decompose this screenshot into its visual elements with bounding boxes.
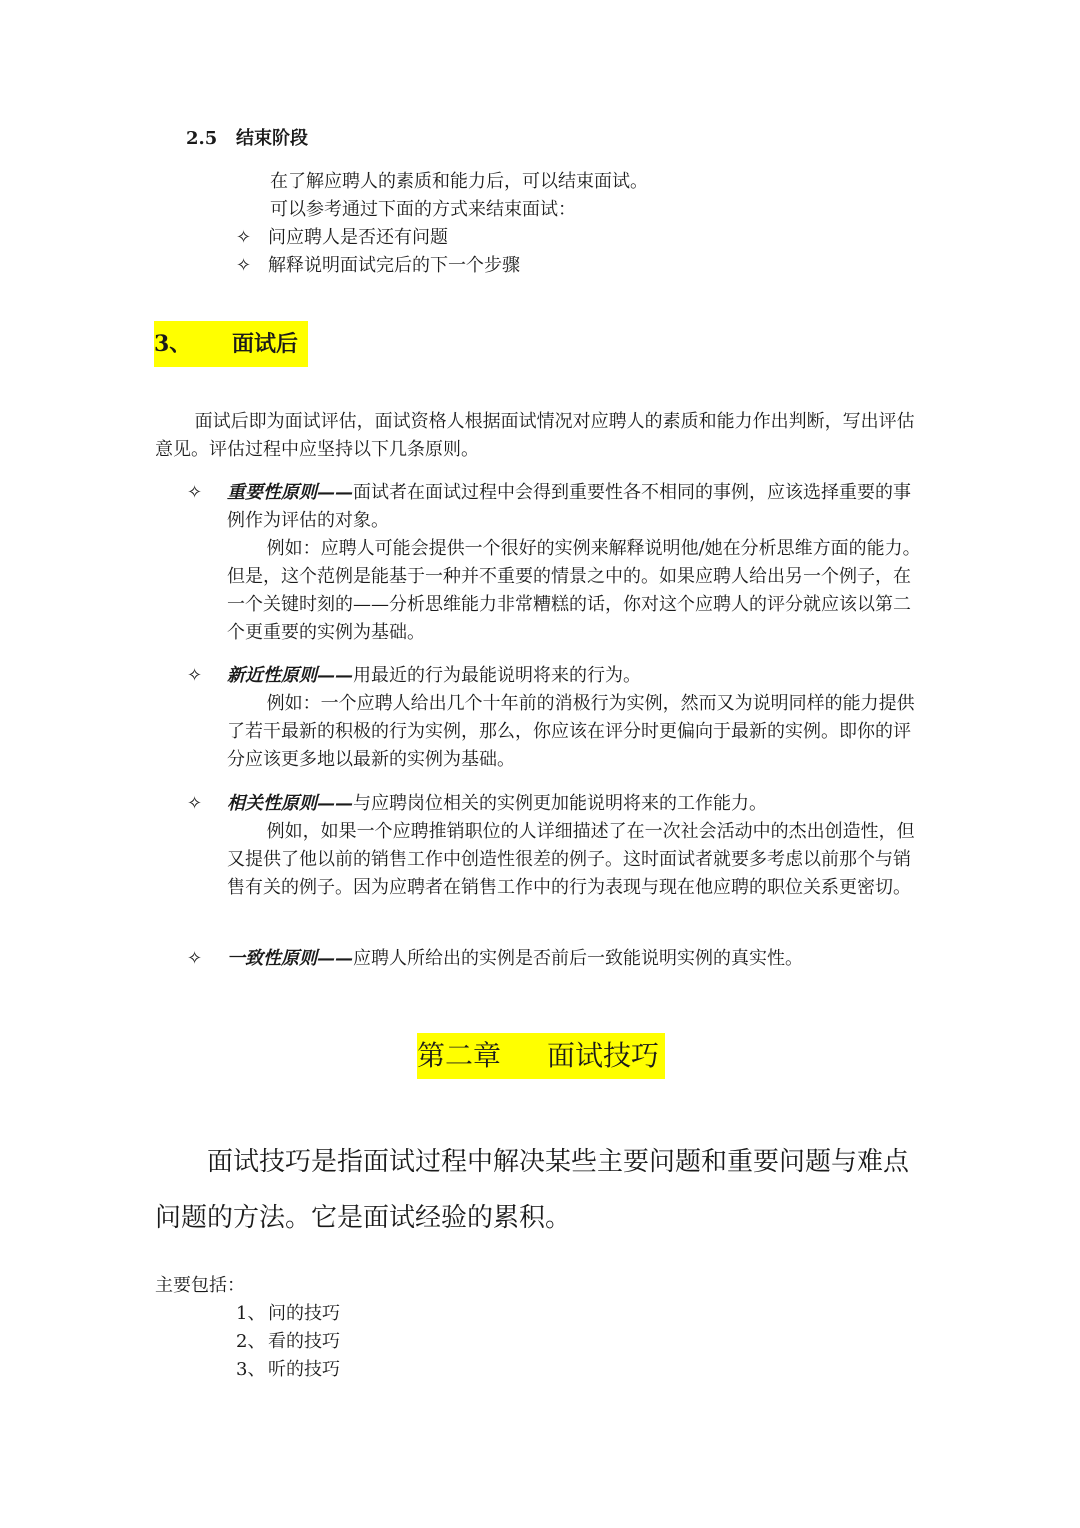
list-number: 2、	[236, 1331, 266, 1352]
intro-paragraph: 面试后即为面试评估，面试资格人根据面试情况对应聘人的素质和能力作出判断，写出评估意见。评估过程中应坚持以下几条原则。	[155, 411, 915, 460]
principle-term: 相关性原则——	[227, 793, 353, 814]
list-text: 听的技巧	[268, 1359, 340, 1380]
principle-consistency	[187, 945, 927, 973]
principle-text: 应聘人所给出的实例是否前后一致能说明实例的真实性。	[353, 948, 803, 969]
chapter-number: 第二章	[417, 1039, 502, 1072]
list-text: 问的技巧	[268, 1303, 340, 1324]
section-title: 结束阶段	[236, 128, 308, 149]
principle-relevance	[187, 790, 927, 902]
list-number: 3、	[236, 1359, 266, 1380]
section-line: 在了解应聘人的素质和能力后，可以结束面试。	[270, 171, 648, 192]
section-title: 面试后	[232, 331, 299, 357]
chapter-title: 面试技巧	[547, 1039, 660, 1072]
list-number: 1、	[236, 1303, 266, 1324]
section-3-intro	[155, 408, 925, 464]
bullet-item	[236, 224, 448, 252]
section-3-heading	[154, 321, 308, 367]
section-line: 可以参考通过下面的方式来结束面试：	[270, 199, 576, 220]
diamond-bullet-icon: ✧	[236, 227, 252, 248]
principle-term: 新近性原则——	[227, 665, 353, 686]
principle-text: 用最近的行为最能说明将来的行为。	[353, 665, 641, 686]
diamond-bullet-icon: ✧	[187, 665, 203, 686]
diamond-bullet-icon: ✧	[187, 482, 203, 503]
principle-example: 例如，如果一个应聘推销职位的人详细描述了在一次社会活动中的杰出创造性，但又提供了他以前的销售工作中创造性很差的例子。这时面试者就要多考虑以前那个与销售有关的例子。因为应聘者在销售工作中的行为表现与现在他应聘的职位关系更密切。	[227, 821, 915, 898]
section-number: 2.5	[186, 128, 218, 149]
principle-example: 例如：一个应聘人给出几个十年前的消极行为实例，然而又为说明同样的能力提供了若干最新的积极的行为实例，那么，你应该在评分时更偏向于最新的实例。即你的评分应该更多地以最新的实例为基础。	[227, 693, 915, 770]
list-item	[236, 1328, 340, 1356]
bullet-item	[236, 252, 520, 280]
bullet-text: 解释说明面试完后的下一个步骤	[268, 255, 520, 276]
principle-term: 一致性原则——	[227, 948, 353, 969]
intro-paragraph: 面试技巧是指面试过程中解决某些主要问题和重要问题与难点问题的方法。它是面试经验的累积。	[155, 1147, 910, 1233]
diamond-bullet-icon: ✧	[187, 948, 203, 969]
principle-recent	[187, 662, 927, 774]
diamond-bullet-icon: ✧	[187, 793, 203, 814]
diamond-bullet-icon: ✧	[236, 255, 252, 276]
chapter-2-intro	[155, 1134, 930, 1246]
section-number: 3、	[154, 331, 192, 357]
principle-important	[187, 479, 927, 647]
principle-text: 与应聘岗位相关的实例更加能说明将来的工作能力。	[353, 793, 767, 814]
principle-text: 面试者在面试过程中会得到重要性各不相同的事例，应该选择重要的事例作为评估的对象。	[227, 482, 911, 531]
principle-example: 例如：应聘人可能会提供一个很好的实例来解释说明他/她在分析思维方面的能力。但是，这个范例是能基于一种并不重要的情景之中的。如果应聘人给出另一个例子，在一个关键时刻的——分析思维能力非常糟糕的话，你对这个应聘人的评分就应该以第二个更重要的实例为基础。	[227, 538, 921, 643]
list-item	[236, 1300, 340, 1328]
list-label: 主要包括：	[155, 1275, 245, 1296]
bullet-text: 问应聘人是否还有问题	[268, 227, 448, 248]
list-item	[236, 1356, 340, 1384]
principle-term: 重要性原则——	[227, 482, 353, 503]
chapter-2-heading	[417, 1033, 665, 1079]
section-2-5-heading	[186, 124, 308, 150]
list-text: 看的技巧	[268, 1331, 340, 1352]
